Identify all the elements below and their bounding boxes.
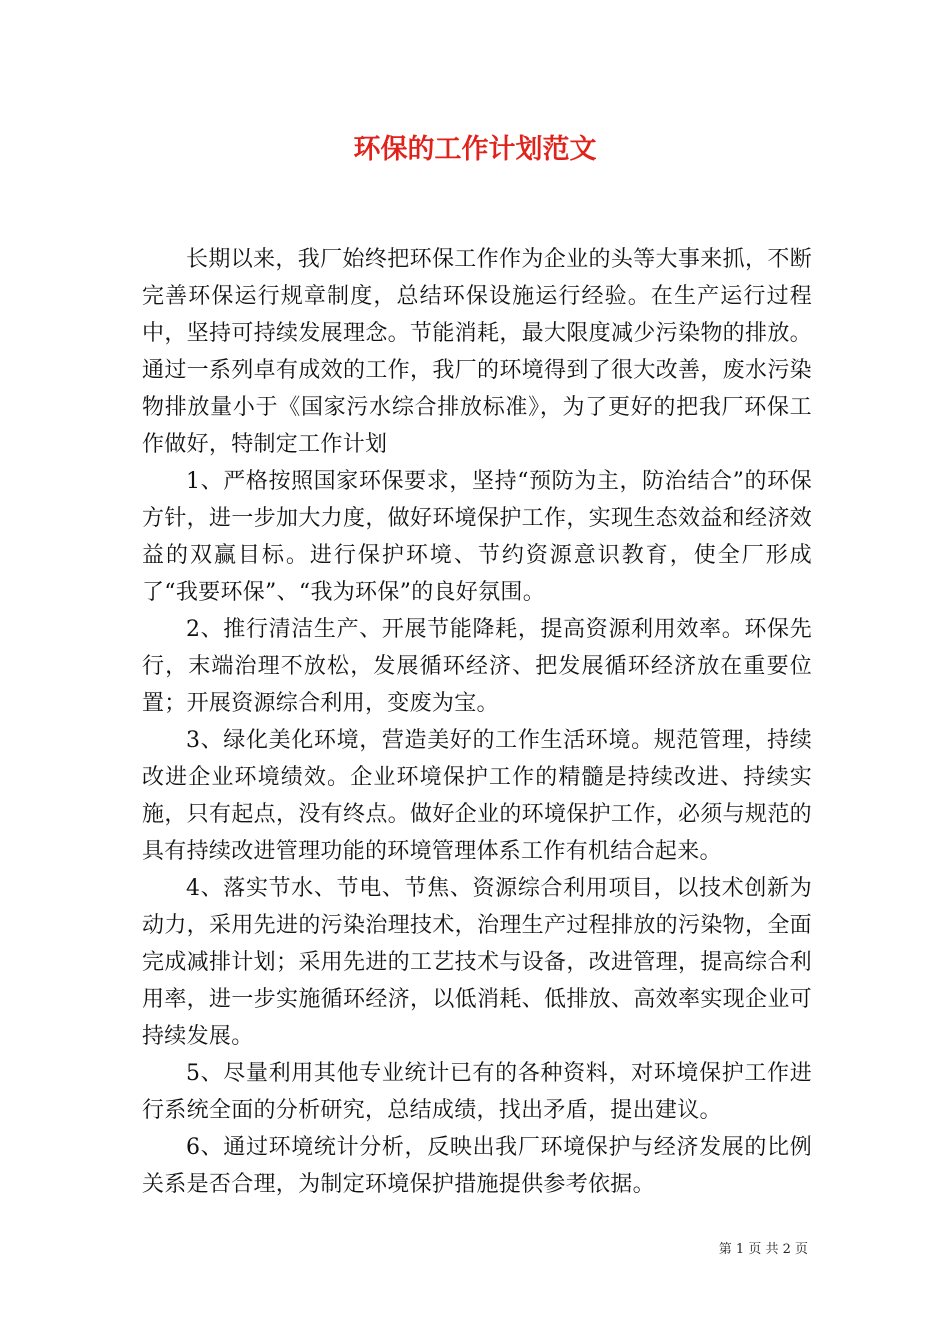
document-body	[142, 241, 812, 1203]
document-title: 环保的工作计划范文	[353, 134, 597, 165]
paragraph-item-5: 5、尽量利用其他专业统计已有的各种资料，对环境保护工作进行系统全面的分析研究，总结成绩，找出矛盾，提出建议。	[142, 1061, 812, 1123]
paragraph-item-4: 4、落实节水、节电、节焦、资源综合利用项目，以技术创新为动力，采用先进的污染治理技术，治理生产过程排放的污染物，全面完成减排计划；采用先进的工艺技术与设备，改进管理，提高综合利用率，进一步实施循环经济，以低消耗、低排放、高效率实现企业可持续发展。	[142, 876, 812, 1049]
paragraph-item-2: 2、推行清洁生产、开展节能降耗，提高资源利用效率。环保先行，末端治理不放松，发展循环经济、把发展循环经济放在重要位置；开展资源综合利用，变废为宝。	[142, 617, 812, 716]
paragraph-item-6: 6、通过环境统计分析，反映出我厂环境保护与经济发展的比例关系是否合理，为制定环境保护措施提供参考依据。	[142, 1135, 812, 1197]
paragraph-item-3: 3、绿化美化环境，营造美好的工作生活环境。规范管理，持续改进企业环境绩效。企业环境保护工作的精髓是持续改进、持续实施，只有起点，没有终点。做好企业的环境保护工作，必须与规范的具有持续改进管理功能的环境管理体系工作有机结合起来。	[142, 728, 812, 864]
paragraph-item-1: 1、严格按照国家环保要求，坚持“预防为主，防治结合”的环保方针，进一步加大力度，做好环境保护工作，实现生态效益和经济效益的双赢目标。进行保护环境、节约资源意识教育，使全厂形成了“我要环保”、“我为环保”的良好氛围。	[142, 469, 812, 605]
page-number-footer: 第 1 页 共 2 页	[718, 1242, 808, 1257]
paragraph-intro: 长期以来，我厂始终把环保工作作为企业的头等大事来抓，不断完善环保运行规章制度，总结环保设施运行经验。在生产运行过程中，坚持可持续发展理念。节能消耗，最大限度减少污染物的排放。通过一系列卓有成效的工作，我厂的环境得到了很大改善，废水污染物排放量小于《国家污水综合排放标准》，为了更好的把我厂环保工作做好，特制定工作计划	[142, 247, 812, 457]
